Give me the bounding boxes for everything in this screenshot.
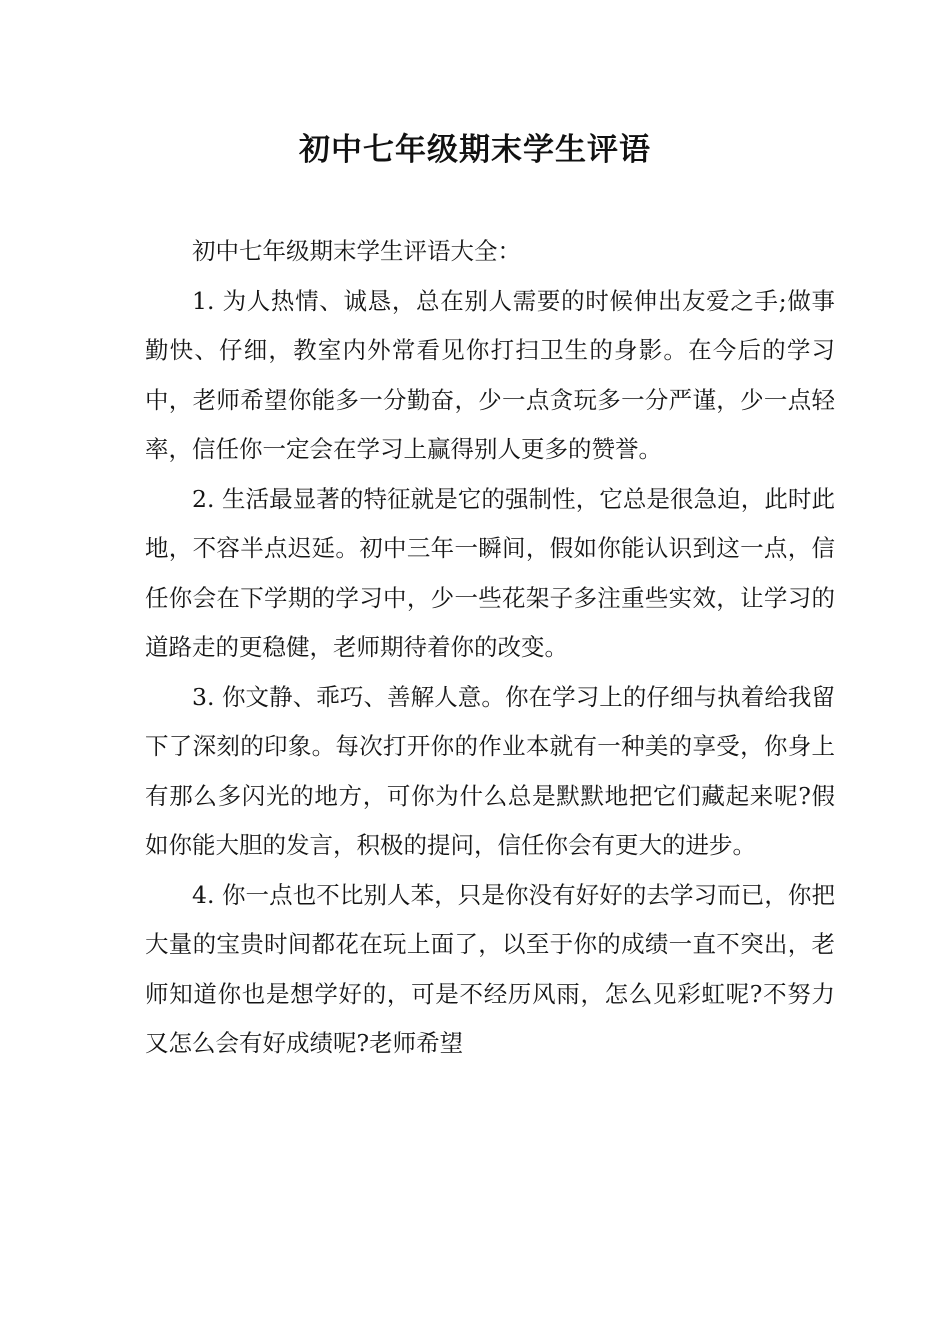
document-body: [145, 227, 835, 1069]
comment-paragraph-2: 2. 生活最显著的特征就是它的强制性，它总是很急迫，此时此地，不容半点迟延。初中三年一瞬间，假如你能认识到这一点，信任你会在下学期的学习中，少一些花架子多注重些实效，让学习的道路走的更稳健，老师期待着你的改变。: [145, 484, 835, 661]
intro-paragraph: 初中七年级期末学生评语大全：: [192, 237, 521, 265]
document-title: 初中七年级期末学生评语: [299, 132, 651, 168]
comment-paragraph-4: 4. 你一点也不比别人苯，只是你没有好好的去学习而已，你把大量的宝贵时间都花在玩上面了，以至于你的成绩一直不突出，老师知道你也是想学好的，可是不经历风雨，怎么见彩虹呢?不努力又怎么会有好成绩呢?老师希望: [145, 880, 835, 1057]
comment-paragraph-1: 1. 为人热情、诚恳，总在别人需要的时候伸出友爱之手;做事勤快、仔细，教室内外常看见你打扫卫生的身影。在今后的学习中，老师希望你能多一分勤奋，少一点贪玩多一分严谨，少一点轻率，信任你一定会在学习上赢得别人更多的赞誉。: [145, 286, 835, 463]
comment-paragraph-3: 3. 你文静、乖巧、善解人意。你在学习上的仔细与执着给我留下了深刻的印象。每次打开你的作业本就有一种美的享受，你身上有那么多闪光的地方，可你为什么总是默默地把它们藏起来呢?假如你能大胆的发言，积极的提问，信任你会有更大的进步。: [145, 682, 835, 859]
